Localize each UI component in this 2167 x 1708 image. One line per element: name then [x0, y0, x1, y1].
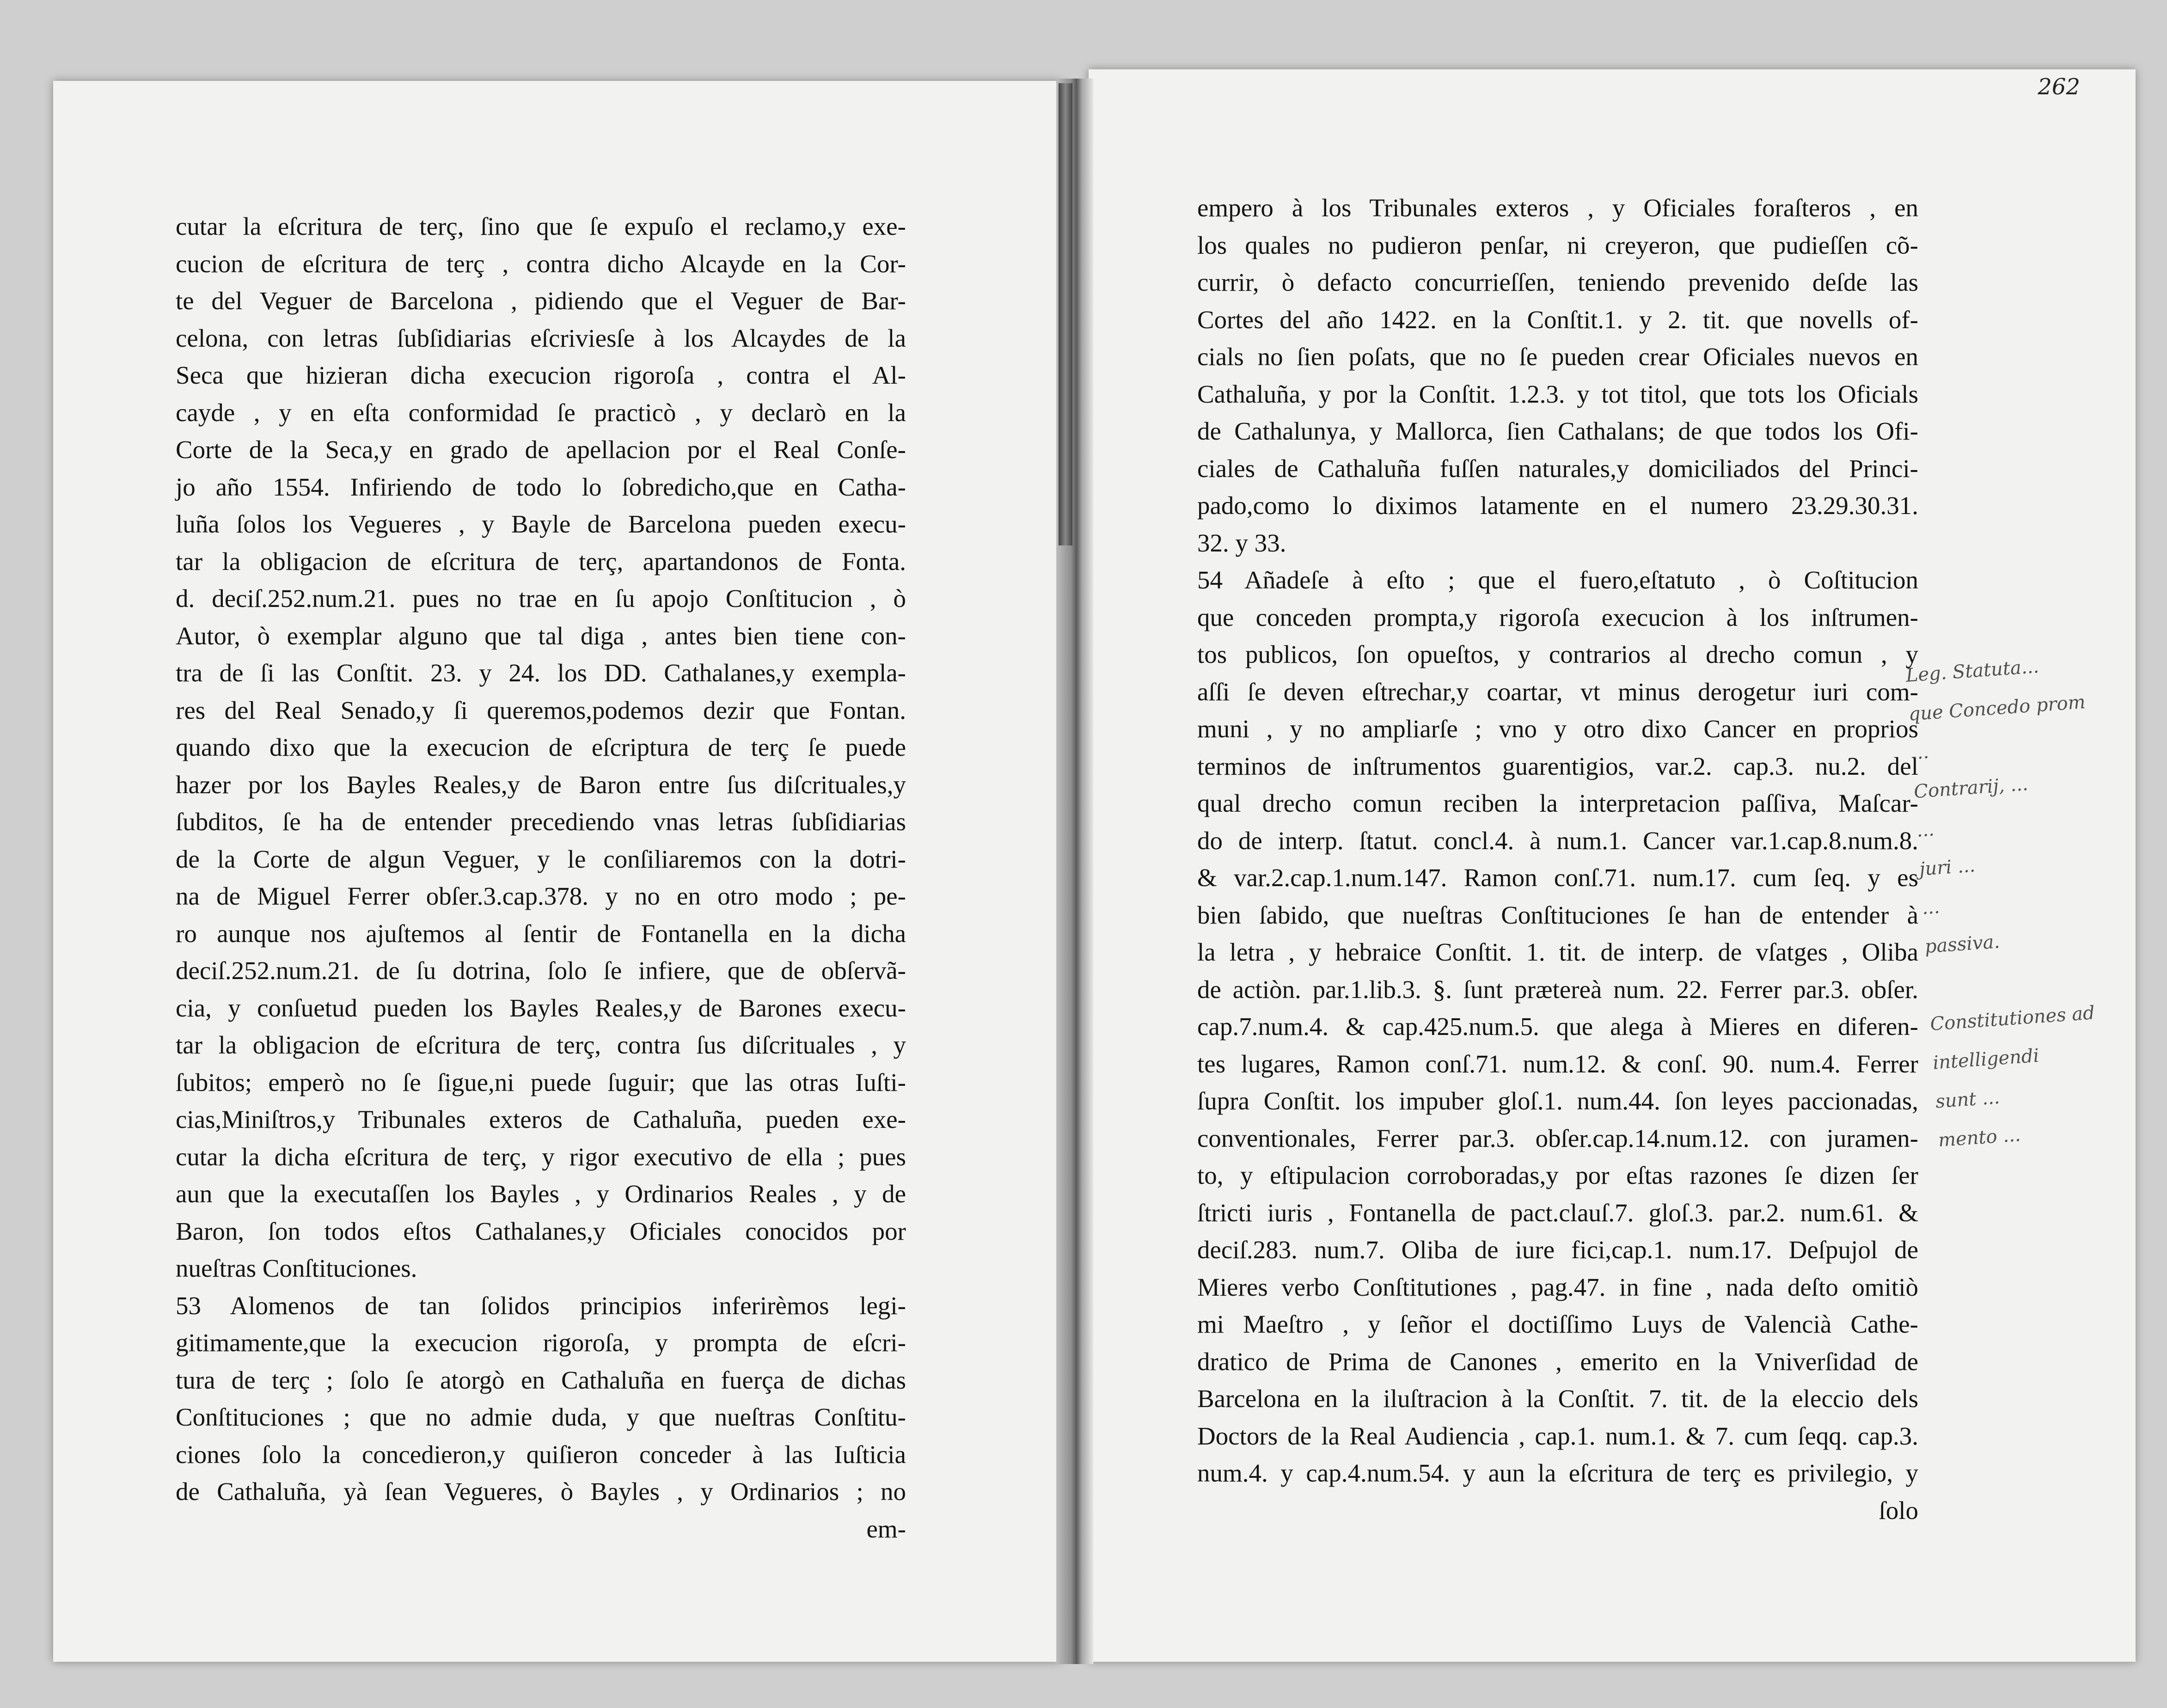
left-text-line: gitimamente,que la execucion rigoroſa, y prompta de eſcri- [176, 1328, 906, 1357]
left-text-line: Seca que hizieran dicha execucion rigoroſa , contra el Al- [176, 361, 906, 389]
left-text-line: res del Real Senado,y ſi queremos,podemos dezir que Fontan. [176, 696, 906, 724]
right-text-line: cap.7.num.4. & cap.425.num.5. que alega à Mieres en diferen- [1197, 1012, 1918, 1041]
handwritten-margin-notes [1904, 643, 2133, 1160]
right-text-line: currir, ò defacto concurrieſſen, teniendo prevenido deſde las [1197, 268, 1918, 296]
left-text-line: celona, con letras ſubſidiarias eſcriviesſe à los Alcaydes de la [176, 324, 906, 352]
margin-note-line: ... [1916, 819, 1935, 842]
left-text-line: de Cathaluña, yà ſean Vegueres, ò Bayles , y Ordinarios ; no [176, 1477, 906, 1506]
margin-note-line: Contrarij, ... [1913, 773, 2029, 803]
right-page-text [1197, 190, 1918, 1529]
left-text-line: cia, y conſuetud pueden los Bayles Reales,y de Barones execu- [176, 993, 906, 1022]
left-text-line: tura de terç ; ſolo ſe atorgò en Cathaluña en fuerça de dichas [176, 1365, 906, 1394]
right-text-line: 32. y 33. [1197, 528, 1286, 557]
right-text-line: tos publicos, ſon opueſtos, y contrarios al drecho comun , y [1197, 640, 1918, 668]
left-text-line: na de Miguel Ferrer obſer.3.cap.378. y no en otro modo ; pe- [176, 882, 906, 910]
right-text-line: Mieres verbo Conſtitutiones , pag.47. in fine , nada deſto omitiò [1197, 1273, 1918, 1301]
right-text-line: Doctors de la Real Audiencia , cap.1. num.1. & 7. cum ſeqq. cap.3. [1197, 1421, 1918, 1450]
margin-note-line: juri ... [1918, 855, 1976, 880]
left-text-line: ſubitos; emperò no ſe ſigue,ni puede ſuguir; que las otras Iuſti- [176, 1068, 906, 1096]
right-text-line: mi Maeſtro , y ſeñor el doctiſſimo Luys de Valencià Cathe- [1197, 1310, 1918, 1338]
right-text-line: qual drecho comun reciben la interpretacion paſſiva, Maſcar- [1197, 789, 1918, 817]
left-text-line: cutar la dicha eſcritura de terç, y rigor executivo de ella ; pues [176, 1142, 906, 1171]
right-text-line: la letra , y hebraice Conſtit. 1. tit. de interp. de vſatges , Oliba [1197, 938, 1918, 966]
left-text-line: Conſtituciones ; que no admie duda, y que nueſtras Conſtitu- [176, 1403, 906, 1431]
left-text-line: 53 Alomenos de tan ſolidos principios inferirèmos legi- [176, 1291, 906, 1320]
right-text-line: muni , y no ampliarſe ; vno y otro dixo Cancer en proprios [1197, 715, 1918, 743]
right-text-line: do de interp. ſtatut. concl.4. à num.1. Cancer var.1.cap.8.num.8. [1197, 826, 1918, 855]
right-text-line: & var.2.cap.1.num.147. Ramon conſ.71. num.17. cum ſeq. y es [1197, 863, 1918, 892]
right-text-line: tes lugares, Ramon conſ.71. num.12. & conſ. 90. num.4. Ferrer [1197, 1049, 1918, 1078]
left-text-line: luña ſolos los Vegueres , y Bayle de Barcelona pueden execu- [176, 510, 906, 538]
right-text-line: Cathaluña, y por la Conſtit. 1.2.3. y tot titol, que tots los Oficials [1197, 380, 1918, 408]
left-text-line: cutar la eſcritura de terç, ſino que ſe expuſo el reclamo,y exe- [176, 212, 906, 240]
right-text-line: conventionales, Ferrer par.3. obſer.cap.14.num.12. con juramen- [1197, 1124, 1918, 1152]
margin-note-line: ... [1910, 741, 1930, 764]
left-text-line: Corte de la Seca,y en grado de apellacion por el Real Conſe- [176, 435, 906, 464]
left-page-text [176, 208, 906, 1548]
left-text-line: deciſ.252.num.21. de ſu dotrina, ſolo ſe infiere, que de obſervã- [176, 956, 906, 985]
right-text-line: dratico de Prima de Canones , emerito en la Vniverſidad de [1197, 1347, 1918, 1376]
right-text-line: aſſi ſe deven eſtrechar,y coartar, vt minus derogetur iuri com- [1197, 677, 1918, 706]
right-text-line: ciales de Cathaluña fuſſen naturales,y domiciliados del Princi- [1197, 454, 1918, 483]
right-text-line: bien ſabido, que nueſtras Conſtituciones ſe han de entender à [1197, 900, 1918, 929]
right-text-line: num.4. y cap.4.num.54. y aun la eſcritura de terç es privilegio, y [1197, 1459, 1918, 1487]
left-text-line: d. deciſ.252.num.21. pues no trae en ſu apojo Conſtitucion , ò [176, 584, 906, 612]
left-text-line: quando dixo que la execucion de eſcriptura de terç ſe puede [176, 733, 906, 761]
binding-strip [1059, 83, 1072, 545]
left-text-line: tra de ſi las Conſtit. 23. y 24. los DD. Cathalanes,y exempla- [176, 659, 906, 687]
right-text-line: terminos de inſtrumentos guarentigios, var.2. cap.3. nu.2. del [1197, 752, 1918, 780]
right-text-line: Barcelona en la iluſtracion à la Conſtit. 7. tit. de la eleccio dels [1197, 1384, 1918, 1413]
left-text-line: ciones ſolo la concedieron,y quiſieron conceder à las Iuſticia [176, 1440, 906, 1469]
right-text-line: pado,como lo diximos latamente en el numero 23.29.30.31. [1197, 491, 1918, 520]
margin-note-line: mento ... [1937, 1124, 2021, 1151]
left-text-line: jo año 1554. Infiriendo de todo lo ſobredicho,que en Catha- [176, 472, 906, 501]
left-text-line: cias,Miniſtros,y Tribunales exteros de Cathaluña, pueden exe- [176, 1105, 906, 1133]
right-text-line: ſupra Conſtit. los impuber gloſ.1. num.44. ſon leyes paccionadas, [1197, 1087, 1918, 1115]
right-text-line: to, y eſtipulacion corroboradas,y por eſtas razones ſe dizen ſer [1197, 1161, 1918, 1189]
right-text-line: 54 Añadeſe à eſto ; que el fuero,eſtatuto , ò Coſtitucion [1197, 566, 1918, 594]
right-text-line: ſolo [1879, 1496, 1918, 1524]
left-text-line: aun que la executaſſen los Bayles , y Ordinarios Reales , y de [176, 1180, 906, 1208]
right-text-line: de Cathalunya, y Mallorca, ſien Cathalans; de que todos los Ofi- [1197, 417, 1918, 445]
right-text-line: Cortes del año 1422. en la Conſtit.1. y 2. tit. que novells of- [1197, 305, 1918, 334]
left-text-line: Baron, ſon todos eſtos Cathalanes,y Oficiales conocidos por [176, 1217, 906, 1245]
left-text-line: cayde , y en eſta conformidad ſe practicò , y declarò en la [176, 398, 906, 427]
folio-number: 262 [2038, 74, 2080, 100]
right-text-line: que conceden prompta,y rigoroſa execucion à los inſtrumen- [1197, 603, 1918, 631]
left-text-line: hazer por los Bayles Reales,y de Baron entre ſus diſcrituales,y [176, 770, 906, 799]
right-text-line: los quales no pudieron penſar, ni creyeron, que pudieſſen cõ- [1197, 231, 1918, 259]
right-text-line: empero à los Tribunales exteros , y Oficiales foraſteros , en [1197, 194, 1918, 222]
left-text-line: cucion de eſcritura de terç , contra dicho Alcayde en la Cor- [176, 249, 906, 278]
left-text-line: tar la obligacion de eſcritura de terç, apartandonos de Fonta. [176, 547, 906, 575]
margin-note-line: Constitutiones ad [1929, 1002, 2096, 1035]
margin-note-line: passiva. [1924, 931, 2001, 958]
left-text-line: Autor, ò exemplar alguno que tal diga , antes bien tiene con- [176, 621, 906, 650]
right-text-line: ſtricti iuris , Fontanella de pact.clauſ.7. gloſ.3. par.2. num.61. & [1197, 1198, 1918, 1227]
margin-note-line: sunt ... [1934, 1087, 2001, 1113]
left-text-line: tar la obligacion de eſcritura de terç, contra ſus diſcrituales , y [176, 1031, 906, 1059]
left-text-line: ro aunque nos ajuſtemos al ſentir de Fontanella en la dicha [176, 919, 906, 948]
left-text-line: de la Corte de algun Veguer, y le conſiliaremos con la dotri- [176, 845, 906, 873]
left-text-line: te del Veguer de Barcelona , pidiendo que el Veguer de Bar- [176, 287, 906, 315]
left-text-line: nueſtras Conſtituciones. [176, 1254, 417, 1282]
margin-note-line: que Concedo prom [1908, 692, 2086, 725]
left-text-line: em- [866, 1514, 906, 1543]
margin-note-line: intelligendi [1932, 1045, 2040, 1074]
right-text-line: de actiòn. par.1.lib.3. §. ſunt prætereà num. 22. Ferrer par.3. obſer. [1197, 975, 1918, 1004]
margin-note-line: Leg. Statuta... [1905, 655, 2040, 686]
right-text-line: deciſ.283. num.7. Oliba de iure fici,cap.1. num.17. Deſpujol de [1197, 1236, 1918, 1264]
right-text-line: cials no ſien poſats, que no ſe pueden crear Oficiales nuevos en [1197, 343, 1918, 371]
margin-note-line: ... [1921, 896, 1941, 919]
left-text-line: ſubditos, ſe ha de entender precediendo vnas letras ſubſidiarias [176, 808, 906, 836]
